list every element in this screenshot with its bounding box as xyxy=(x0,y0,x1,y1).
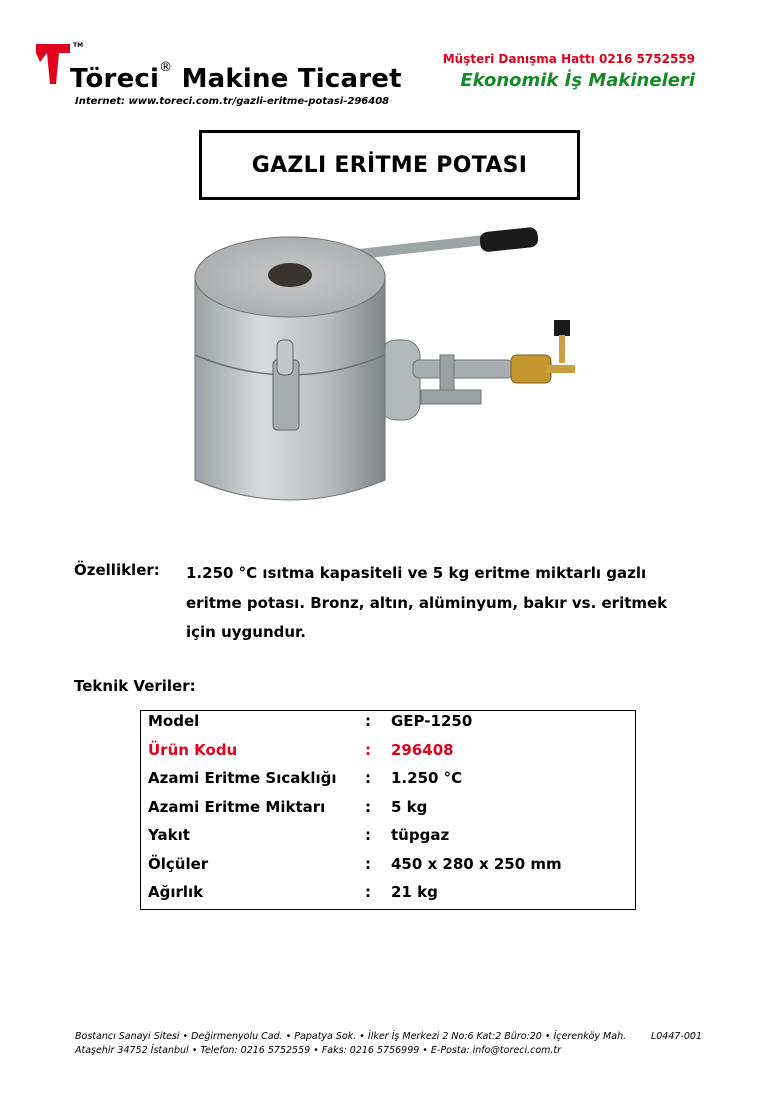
spec-row-max-temperature xyxy=(141,769,635,797)
spec-row-weight xyxy=(141,883,635,911)
melting-pot-image xyxy=(185,215,595,535)
spec-row-max-capacity xyxy=(141,798,635,826)
spec-value: tüpgaz xyxy=(391,826,450,844)
spec-row-model xyxy=(141,712,635,740)
registered-mark: ® xyxy=(159,60,173,75)
features-line: için uygundur. xyxy=(186,623,306,641)
footer-contact: Ataşehir 34752 İstanbul • Telefon: 0216 5752559 • Faks: 0216 5756999 • E-Posta: info@toreci.com.tr xyxy=(75,1045,562,1056)
spec-key: Model xyxy=(148,712,200,730)
brand-suffix: Makine Ticaret xyxy=(181,64,402,94)
features-line: eritme potası. Bronz, altın, alüminyum, bakır vs. eritmek xyxy=(186,593,668,612)
spec-separator: : xyxy=(365,740,371,759)
document-id: L0447-001 xyxy=(650,1031,702,1042)
spec-value: 450 x 280 x 250 mm xyxy=(391,854,562,873)
technical-data-label: Teknik Veriler: xyxy=(74,677,196,695)
spec-key: Azami Eritme Sıcaklığı xyxy=(148,769,337,787)
spec-separator: : xyxy=(365,854,371,873)
spec-row-dimensions xyxy=(141,855,635,883)
product-title-box xyxy=(199,130,580,200)
spec-separator: : xyxy=(365,883,371,901)
spec-value: 21 kg xyxy=(391,883,438,901)
spec-value: GEP-1250 xyxy=(391,712,473,730)
brand-name xyxy=(70,60,402,94)
features-label: Özellikler: xyxy=(74,561,160,579)
spec-row-fuel xyxy=(141,826,635,854)
spec-key: Ağırlık xyxy=(148,883,204,901)
brand-name-text: Töreci xyxy=(70,64,160,94)
technical-specs-table xyxy=(140,710,636,910)
customer-hotline: Müşteri Danışma Hattı 0216 5752559 xyxy=(442,52,695,66)
spec-separator: : xyxy=(365,769,371,787)
footer-address: Bostancı Sanayi Sitesi • Değirmenyolu Cad. • Papatya Sok. • İlker İş Merkezi 2 No:6 Kat:2 Büro:20 • İçerenköy Mah. xyxy=(75,1031,627,1042)
spec-row-product-code xyxy=(141,741,635,769)
features-line: 1.250 °C ısıtma kapasiteli ve 5 kg eritme miktarlı gazlı xyxy=(186,564,647,582)
spec-key: Yakıt xyxy=(148,826,190,844)
spec-value: 1.250 °C xyxy=(391,769,463,787)
spec-value: 5 kg xyxy=(391,797,428,816)
trademark-mark: TM xyxy=(73,42,84,49)
spec-value: 296408 xyxy=(391,740,454,759)
spec-key: Ürün Kodu xyxy=(148,740,238,759)
product-title: GAZLI ERİTME POTASI xyxy=(251,152,528,178)
spec-separator: : xyxy=(365,797,371,816)
website-url[interactable]: Internet: www.toreci.com.tr/gazli-eritme-potasi-296408 xyxy=(75,96,390,107)
features-description xyxy=(186,559,686,648)
toreci-logo-icon xyxy=(36,44,70,84)
spec-key: Ölçüler xyxy=(148,854,209,873)
spec-separator: : xyxy=(365,712,371,730)
company-slogan: Ekonomik İş Makineleri xyxy=(460,70,695,91)
spec-separator: : xyxy=(365,826,371,844)
spec-key: Azami Eritme Miktarı xyxy=(148,797,326,816)
